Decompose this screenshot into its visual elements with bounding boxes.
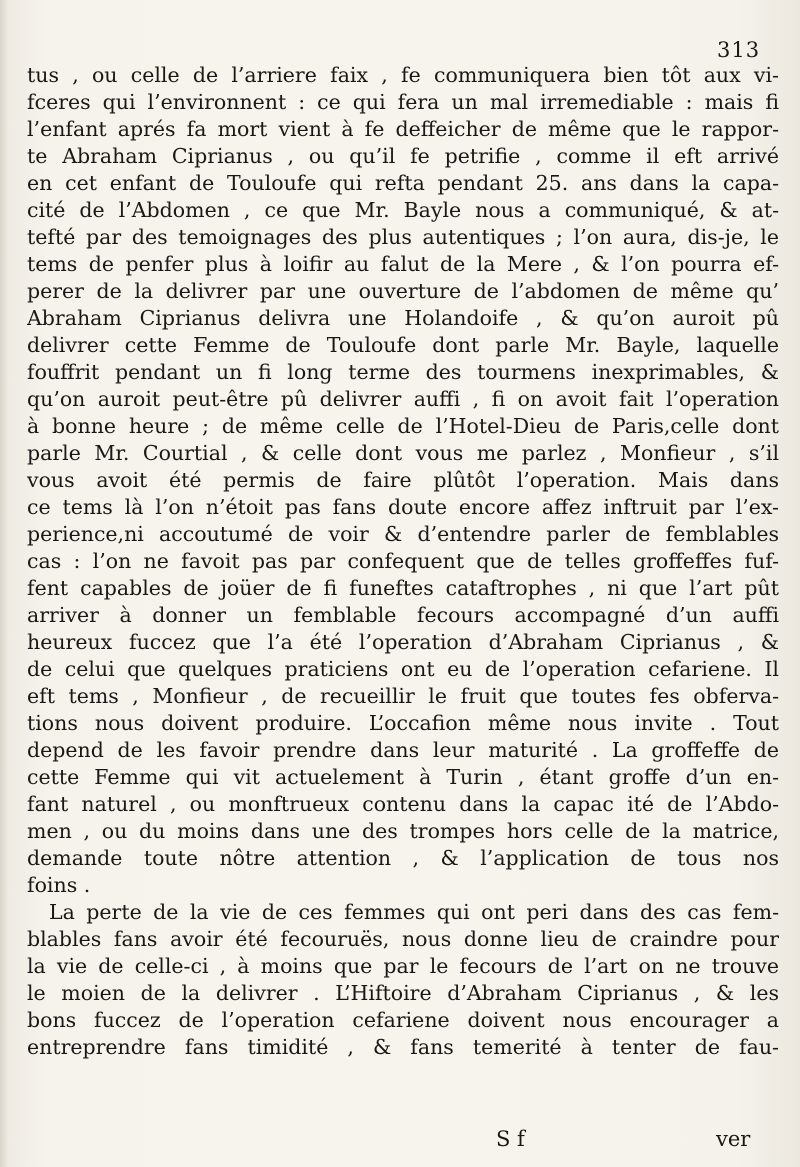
page-number: 313 xyxy=(717,38,761,62)
text-line: parle Mr. Courtial , & celle dont vous me parlez , Monfieur , s’il xyxy=(27,441,779,465)
text-line: entreprendre fans timidité , & fans temerité à tenter de fau- xyxy=(27,1035,779,1059)
text-line: cité de l’Abdomen , ce que Mr. Bayle nous a communiqué, & at- xyxy=(27,198,779,222)
text-line: tems de penfer plus à loifir au falut de la Mere , & l’on pourra ef- xyxy=(27,252,779,276)
text-line: la vie de celle-ci , à moins que par le fecours de l’art on ne trouve xyxy=(27,954,779,978)
catchword: ver xyxy=(716,1127,751,1151)
text-line: l’enfant aprés fa mort vient à fe deffeicher de même que le rappor- xyxy=(27,117,779,141)
text-line: tions nous doivent produire. L’occafion même nous invite . Tout xyxy=(27,711,779,735)
text-line: à bonne heure ; de même celle de l’Hotel-Dieu de Paris,celle dont xyxy=(27,414,779,438)
text-line: ce tems là l’on n’étoit pas fans doute encore affez inftruit par l’ex- xyxy=(27,495,779,519)
text-line: demande toute nôtre attention , & l’application de tous nos xyxy=(27,846,779,870)
text-line: Abraham Ciprianus delivra une Holandoife , & qu’on auroit pû xyxy=(27,306,779,330)
text-line: bons fuccez de l’operation cefariene doivent nous encourager a xyxy=(27,1008,779,1032)
text-line: fceres qui l’environnent : ce qui fera un mal irremediable : mais fi xyxy=(27,90,779,114)
text-line: fent capables de joüer de fi funeftes cataftrophes , ni que l’art pût xyxy=(27,576,779,600)
text-line: qu’on auroit peut-être pû delivrer auffi , fi on avoit fait l’operation xyxy=(27,387,779,411)
paragraph-start-line: La perte de la vie de ces femmes qui ont peri dans des cas fem- xyxy=(49,900,779,924)
paragraph-end-line: foins . xyxy=(27,873,91,897)
text-line: en cet enfant de Touloufe qui refta pendant 25. ans dans la capa- xyxy=(27,171,779,195)
page-gutter-shadow xyxy=(0,0,8,1167)
body-text xyxy=(27,62,779,1061)
text-line: fant naturel , ou monftrueux contenu dans la capac ité de l’Abdo- xyxy=(27,792,779,816)
text-line: fouffrit pendant un fi long terme des tourmens inexprimables, & xyxy=(27,360,779,384)
text-line: le moien de la delivrer . L’Hiftoire d’Abraham Ciprianus , & les xyxy=(27,981,779,1005)
text-line: de celui que quelques praticiens ont eu de l’operation cefariene. Il xyxy=(27,657,779,681)
text-line: cette Femme qui vit actuelement à Turin , étant groffe d’un en- xyxy=(27,765,779,789)
text-line: perer de la delivrer par une ouverture de l’abdomen de même qu’ xyxy=(27,279,779,303)
text-line: tus , ou celle de l’arriere faix , fe communiquera bien tôt aux vi- xyxy=(27,63,779,87)
text-line: delivrer cette Femme de Touloufe dont parle Mr. Bayle, laquelle xyxy=(27,333,779,357)
text-line: eft tems , Monfieur , de recueillir le fruit que toutes fes obferva- xyxy=(27,684,779,708)
signature-mark: S f xyxy=(496,1127,525,1151)
page-footer xyxy=(0,1127,800,1157)
text-line: vous avoit été permis de faire plûtôt l’operation. Mais dans xyxy=(27,468,779,492)
text-line: te Abraham Ciprianus , ou qu’il fe petrifie , comme il eft arrivé xyxy=(27,144,779,168)
text-line: depend de les favoir prendre dans leur maturité . La groffeffe de xyxy=(27,738,779,762)
text-line: tefté par des temoignages des plus autentiques ; l’on aura, dis-je, le xyxy=(27,225,779,249)
text-line: heureux fuccez que l’a été l’operation d’Abraham Ciprianus , & xyxy=(27,630,779,654)
text-line: cas : l’on ne favoit pas par confequent que de telles groffeffes fuf- xyxy=(27,549,779,573)
text-line: perience,ni accoutumé de voir & d’entendre parler de femblables xyxy=(27,522,779,546)
text-line: blables fans avoir été fecouruës, nous donne lieu de craindre pour xyxy=(27,927,779,951)
text-line: men , ou du moins dans une des trompes hors celle de la matrice, xyxy=(27,819,779,843)
text-line: arriver à donner un femblable fecours accompagné d’un auffi xyxy=(27,603,779,627)
